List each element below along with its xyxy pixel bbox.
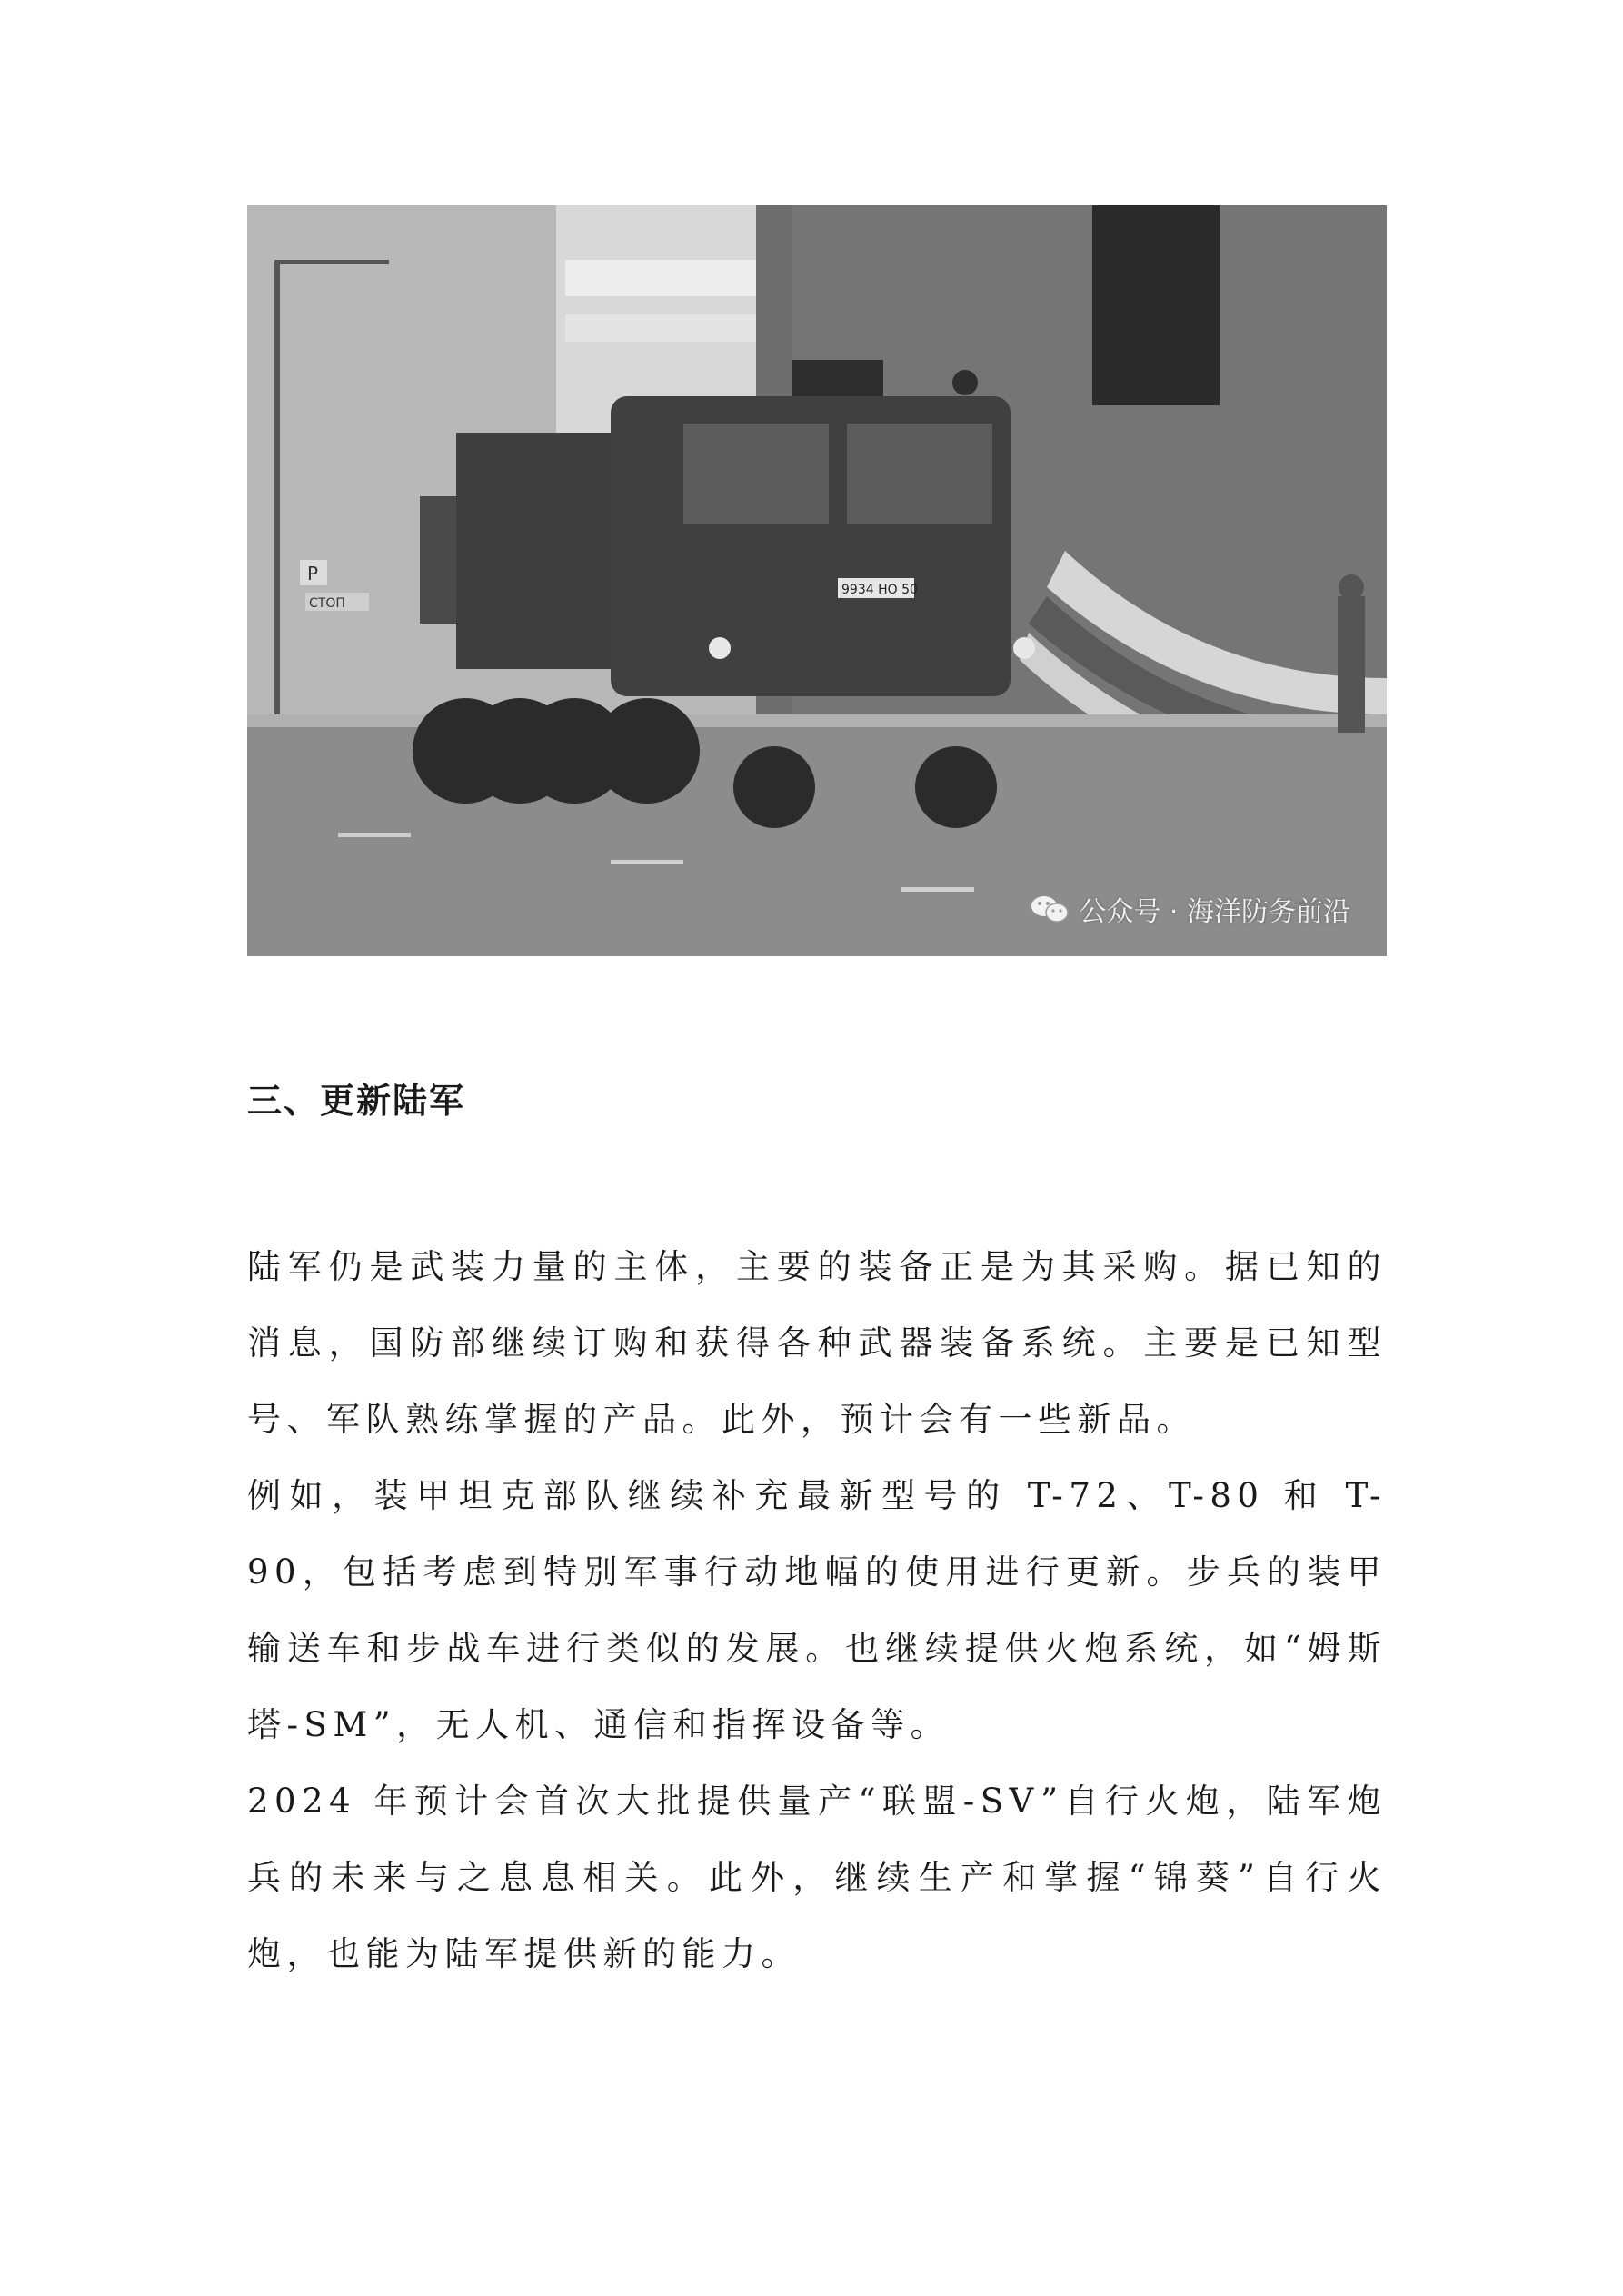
parking-sign-letter: P <box>307 563 319 584</box>
paragraph-3: 2024 年预计会首次大批提供量产“联盟-SV”自行火炮，陆军炮兵的未来与之息息相关。此外，继续生产和掌握“锦葵”自行火炮，也能为陆军提供新的能力。 <box>247 1782 1387 1973</box>
license-plate-text: 9934 НО 50 <box>841 583 918 597</box>
paragraph-1: 陆军仍是武装力量的主体，主要的装备正是为其采购。据已知的消息，国防部继续订购和获得各种武器装备系统。主要是已知型号、军队熟练掌握的产品。此外，预计会有一些新品。 <box>247 1247 1387 1439</box>
wechat-icon <box>1030 893 1070 924</box>
stop-sign-text: СТОП <box>309 596 345 611</box>
watermark-text: 公众号 · 海洋防务前沿 <box>1079 896 1350 928</box>
truck-photo <box>247 205 1387 956</box>
section-heading: 三、更新陆军 <box>247 1081 466 1121</box>
watermark <box>1030 889 1350 929</box>
paragraph-2: 例如，装甲坦克部队继续补充最新型号的 T-72、T-80 和 T-90，包括考虑到特别军事行动地幅的使用进行更新。步兵的装甲输送车和步战车进行类似的发展。也继续提供火炮系统，如“姆斯塔-SM”，无人机、通信和指挥设备等。 <box>247 1476 1387 1744</box>
photo-illustration <box>247 205 1387 956</box>
section-body <box>247 1229 1387 1992</box>
